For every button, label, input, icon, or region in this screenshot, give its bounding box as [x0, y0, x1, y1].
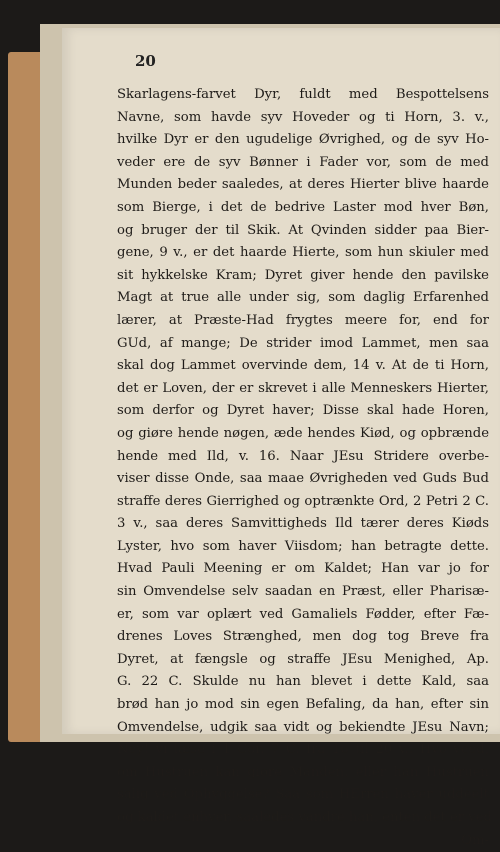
text-line: som derfor og Dyret haver; Disse skal hade Horen,: [117, 403, 489, 419]
book-page: [62, 28, 500, 848]
text-line: sin Omvendelse selv saadan en Præst, eller Pharisæ-: [117, 584, 489, 600]
text-line: Hvad Pauli Meening er om Kaldet; Han var jo for: [117, 561, 489, 577]
text-line: veder ere de syv Bønner i Fader vor, som de med: [117, 154, 489, 170]
page-number: 20: [135, 52, 156, 70]
text-line: 3 v., saa deres Samvittigheds Ild tærer deres Kiøds: [117, 516, 489, 532]
text-line: sit hykkelske Kram; Dyret giver hende den pavilske: [117, 267, 489, 283]
text-line: det er Loven, der er skrevet i alle Menneskers Hierter,: [117, 380, 489, 396]
text-line: Omvendelse, udgik saa vidt og bekiendte JEsu Navn;: [117, 719, 489, 735]
text-line: Skarlagens-farvet Dyr, fuldt med Bespottelsens: [117, 87, 489, 102]
text-line: hende med Ild, v. 16. Naar JEsu Stridere overbe-: [117, 448, 489, 464]
text-line: og bruger der til Skik. At Qvinden sidder paa Bier-: [117, 222, 489, 238]
text-line: straffe deres Gierrighed og optrænkte Ord, 2 Petri 2 C.: [117, 493, 489, 509]
text-line: Lyster, hvo som haver Viisdom; han betragte dette.: [117, 538, 489, 554]
text-line: G. 22 C. Skulde nu han blevet i dette Kald, saa: [117, 674, 489, 690]
text-line: salig ved Ophyggelse? Saa som HErren haver uddeelt: [117, 787, 489, 803]
text-line: og giøre hende nøgen, æde hendes Kiød, og opbrænde: [117, 425, 489, 441]
catchword: Om-: [461, 832, 489, 848]
text-line: brød han jo mod sin egen Befaling, da han, efter sin: [117, 697, 489, 713]
text-line: Dyret, at fængsle og straffe JEsu Menighed, Ap.: [117, 651, 489, 667]
text-line: drenes Loves Strænghed, men dog tog Breve fra: [117, 629, 489, 645]
text-line: hvilke Dyr er den ugudelige Øvrighed, og de syv Ho-: [117, 132, 489, 148]
text-line: er, som var oplært ved Gamaliels Fødder, efter Fæ-: [117, 606, 489, 622]
text-line: om Hustruen kan giøre Manden, eller han Hustruen: [117, 764, 489, 780]
text-line: GUd, af mange; De strider imod Lammet, men saa: [117, 335, 489, 351]
text-line: Navne, som havde syv Hoveder og ti Horn, 3. v.,: [117, 109, 489, 125]
body-text: [117, 84, 492, 852]
text-line: lærer, at Præste-Had frygtes meere for, end for: [117, 312, 489, 328]
text-line: Magt at true alle under sig, som daglig Erfarenhed: [117, 290, 489, 306]
text-line: Munden beder saaledes, at deres Hierter blive haarde: [117, 177, 489, 193]
text-line: gene, 9 v., er det haarde Hierte, som hun skiuler med: [117, 245, 489, 261]
text-line: Ney! vi læse i 1 Cor. 7 C. fra 16 til 20 v.: Hvo veed,: [117, 742, 489, 758]
text-line: skal dog Lammet overvinde dem, 14 v. At de ti Horn,: [117, 358, 489, 374]
text-line: viser disse Onde, saa maae Øvrigheden ved Guds Bud: [117, 471, 489, 487]
text-line: som Bierge, i det de bedrive Laster mod hver Bøn,: [117, 199, 489, 215]
text-line: og kaldet enhver, saaledes vandre han, enten det er ved: [117, 810, 492, 825]
